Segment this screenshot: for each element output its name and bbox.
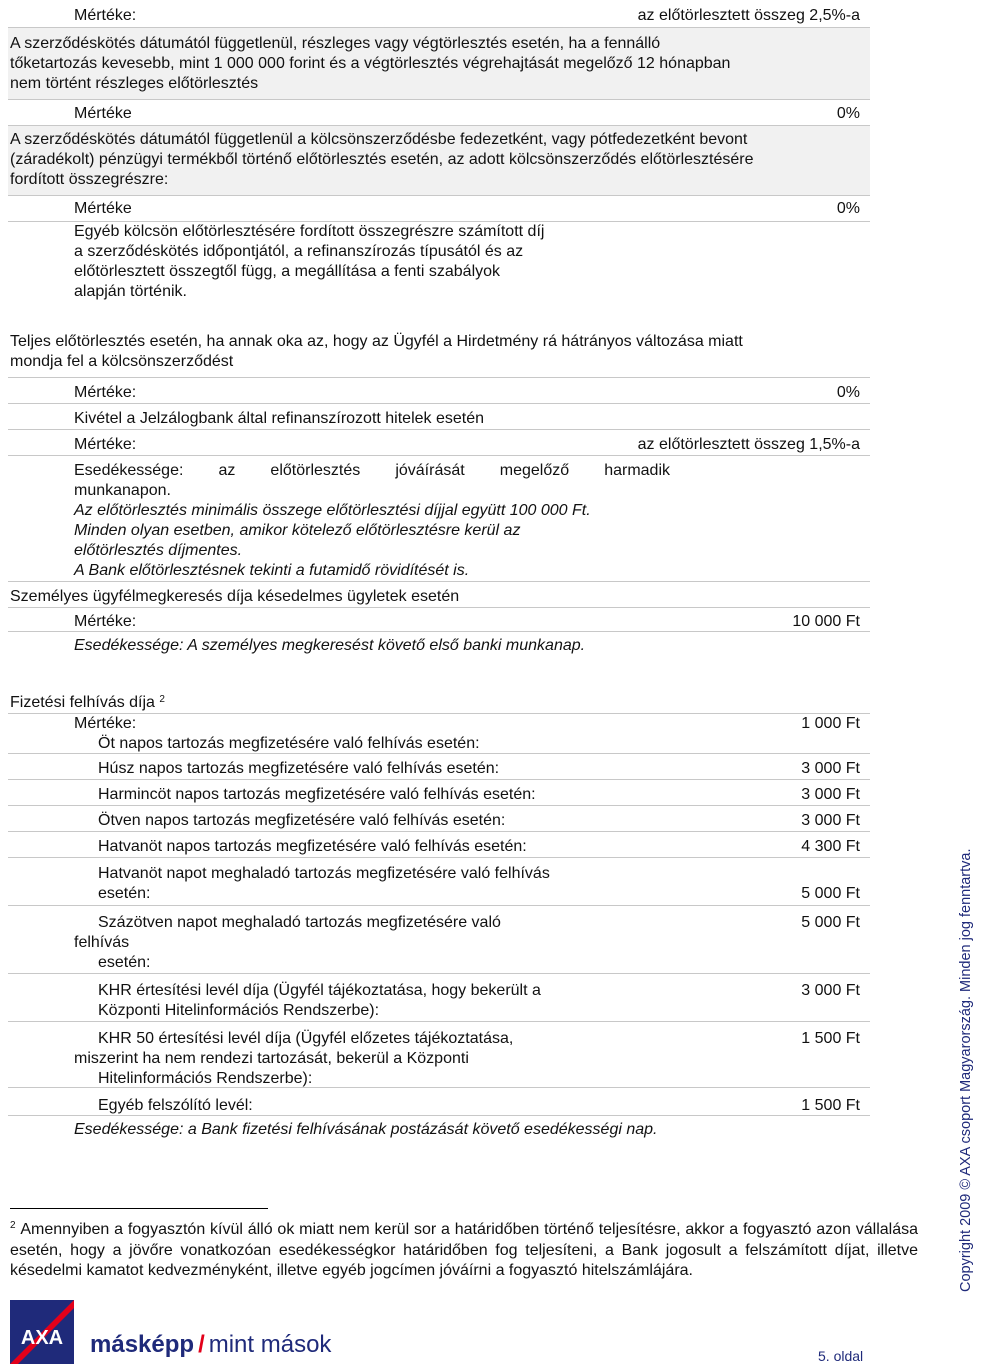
note-line: előtörlesztés díjmentes. — [74, 542, 243, 559]
notice-item-value: 1 500 Ft — [801, 1097, 860, 1114]
note-line: Minden olyan esetben, amikor kötelező előtörlesztésre kerül az — [74, 522, 521, 539]
section-title-line: mondja fel a kölcsönszerződést — [10, 353, 234, 370]
fee-label: Mértéke: — [74, 384, 137, 401]
due-date-line: munkanapon. — [74, 482, 171, 499]
notice-item — [8, 858, 870, 906]
due-row — [8, 1116, 870, 1146]
notice-item-text: miszerint ha nem rendezi tartozását, bekerül a Központi — [74, 1050, 469, 1067]
section-title-payment-notice — [8, 688, 870, 714]
exception-text: Kivétel a Jelzálogbank által refinanszírozott hitelek esetén — [74, 410, 485, 427]
fee-label: Mértéke — [74, 105, 132, 122]
fee-row — [8, 430, 870, 456]
fee-row — [8, 378, 870, 404]
footnote-number: 2 — [10, 1220, 16, 1231]
paragraph-line: előtörlesztett összegtől függ, a megállítása a fenti szabályok — [74, 263, 501, 280]
notice-item-text: KHR értesítési levél díja (Ügyfél tájékoztatása, hogy bekerült a — [98, 982, 541, 999]
fee-value: 0% — [836, 105, 860, 122]
fee-row — [8, 714, 870, 734]
fee-value: az előtörlesztett összeg 2,5%-a — [637, 7, 860, 24]
condition-paragraph — [8, 126, 870, 196]
paragraph-line: alapján történik. — [74, 283, 187, 300]
due-date-text: Esedékessége: a Bank fizetési felhívásának postázását követő esedékességi nap. — [74, 1121, 658, 1138]
notice-item — [8, 906, 870, 974]
fee-value: 0% — [836, 384, 860, 401]
fee-value: 0% — [836, 200, 860, 217]
fee-row — [8, 100, 870, 126]
page-number: 5. oldal — [818, 1348, 864, 1364]
notice-item-text: Százötven napot meghaladó tartozás megfizetésére való — [98, 914, 501, 931]
exception-row — [8, 404, 870, 430]
fee-row-prepayment — [8, 0, 870, 28]
paragraph-line: fordított összegrészre: — [10, 171, 169, 188]
paragraph-line: nem történt részleges előtörlesztés — [10, 75, 259, 92]
slogan-part1: másképp — [90, 1331, 195, 1358]
condition-paragraph — [8, 28, 870, 100]
notice-item-text: Harmincöt napos tartozás megfizetésére való felhívás esetén: — [98, 786, 536, 803]
axa-logo — [10, 1300, 74, 1364]
footnote-ref: 2 — [159, 694, 165, 705]
notice-item — [8, 754, 870, 780]
note-line: A Bank előtörlesztésnek tekinti a futamidő rövidítését is. — [74, 562, 470, 579]
slogan-slash: / — [198, 1331, 205, 1358]
notice-item-text: Egyéb felszólító levél: — [98, 1097, 253, 1114]
notice-item — [8, 974, 870, 1022]
notice-item-text: Központi Hitelinformációs Rendszerbe): — [98, 1002, 380, 1019]
notice-item-text: Ötven napos tartozás megfizetésére való felhívás esetén: — [98, 812, 506, 829]
section-title: Személyes ügyfélmegkeresés díja késedelmes ügyletek esetén — [10, 588, 460, 605]
due-date-line: Esedékessége: az előtörlesztés jóváírását megelőző harmadik — [74, 462, 670, 479]
notice-item-value: 3 000 Ft — [801, 760, 860, 777]
fee-value: 1 000 Ft — [801, 715, 860, 732]
fee-row — [8, 608, 870, 632]
paragraph-line: (záradékolt) pénzügyi termékből történő előtörlesztés esetén, az adott kölcsönszerződés előtörlesztésére — [10, 151, 754, 168]
fee-label: Mértéke: — [74, 613, 137, 630]
section-title-line: Teljes előtörlesztés esetén, ha annak oka az, hogy az Ügyfél a Hirdetmény rá hátrányos változása miatt — [10, 333, 743, 350]
notice-item-value: 5 000 Ft — [801, 885, 860, 902]
due-and-notes — [8, 456, 870, 582]
notice-item — [8, 832, 870, 858]
section-title-full-prepayment — [8, 332, 870, 378]
notice-item-value: 5 000 Ft — [801, 914, 860, 931]
fee-label: Mértéke: — [74, 715, 137, 732]
paragraph-line: Egyéb kölcsön előtörlesztésére fordított összegrészre számított díj — [74, 223, 545, 240]
notice-item-text: esetén: — [98, 885, 151, 902]
note-line: Az előtörlesztés minimális összege előtörlesztési díjjal együtt 100 000 Ft. — [74, 502, 591, 519]
section-title: Fizetési felhívás díja $^2$ — [10, 694, 165, 711]
notice-item-text: felhívás — [74, 934, 130, 951]
document-body — [8, 0, 870, 1146]
notice-item-text: esetén: — [98, 954, 151, 971]
slogan-part2: mint mások — [208, 1331, 332, 1358]
fee-row — [8, 196, 870, 222]
section-title-personal-visit — [8, 582, 870, 608]
notice-item — [8, 806, 870, 832]
copyright-vertical — [922, 840, 972, 1292]
due-date-text: Esedékessége: A személyes megkeresést követő első banki munkanap. — [74, 637, 586, 654]
paragraph-line: A szerződéskötés dátumától függetlenül a kölcsönszerződésbe fedezetként, vagy pótfedezetként bevont — [10, 131, 748, 148]
slogan — [90, 1330, 331, 1360]
logo-text: AXA — [20, 1327, 64, 1349]
paragraph-line: A szerződéskötés dátumától függetlenül, részleges vagy végtörlesztés esetén, ha a fennálló — [10, 35, 661, 52]
other-loan-note — [8, 222, 870, 332]
notice-item-value: 3 000 Ft — [801, 812, 860, 829]
copyright-text: Copyright 2009 © AXA csoport Magyarország. Minden jog fenntartva. — [958, 848, 974, 1292]
notice-item-value: 4 300 Ft — [801, 838, 860, 855]
notice-item-text: Hatvanöt napos tartozás megfizetésére való felhívás esetén: — [98, 838, 527, 855]
notice-item-text: Hatvanöt napot meghaladó tartozás megfizetésére való felhívás — [98, 865, 550, 882]
notice-item — [8, 734, 870, 754]
due-row — [8, 632, 870, 658]
notice-item — [8, 1088, 870, 1116]
footnote-text: Amennyiben a fogyasztón kívül álló ok miatt nem kerül sor a határidőben történő teljesítésre, akkor a fogyasztó azon vállalása esetén, hogy a jövőre vonatkozóan esedékességkor határidőben fog teljesíteni, a Bank jogosult a felszámított díjat, illetve késedelmi kamatot kedvezményként, illetve egyéb jogcímen jóváírni a fogyasztó hitelszámlájára. — [10, 1221, 918, 1279]
fee-label: Mértéke: — [74, 436, 137, 453]
footnote-separator — [10, 1208, 268, 1209]
notice-item-text: KHR 50 értesítési levél díja (Ügyfél előzetes tájékoztatása, — [98, 1030, 514, 1047]
paragraph-line: a szerződéskötés időpontjától, a refinanszírozás típusától és az — [74, 243, 524, 260]
fee-value: 10 000 Ft — [792, 613, 860, 630]
fee-value: az előtörlesztett összeg 1,5%-a — [637, 436, 860, 453]
notice-item-value: 3 000 Ft — [801, 982, 860, 999]
notice-item-value: 3 000 Ft — [801, 786, 860, 803]
notice-item-text: Húsz napos tartozás megfizetésére való felhívás esetén: — [98, 760, 500, 777]
paragraph-line: tőketartozás kevesebb, mint 1 000 000 forint és a végtörlesztés végrehajtását megelőző 12 hónapban — [10, 55, 731, 72]
notice-item-text: Öt napos tartozás megfizetésére való felhívás esetén: — [98, 735, 480, 752]
footnote — [10, 1220, 918, 1282]
notice-item-value: 1 500 Ft — [801, 1030, 860, 1047]
notice-item — [8, 1022, 870, 1088]
fee-label: Mértéke — [74, 200, 132, 217]
notice-item-text: Hitelinformációs Rendszerbe): — [98, 1070, 313, 1087]
notice-item — [8, 780, 870, 806]
fee-label: Mértéke: — [74, 7, 137, 24]
